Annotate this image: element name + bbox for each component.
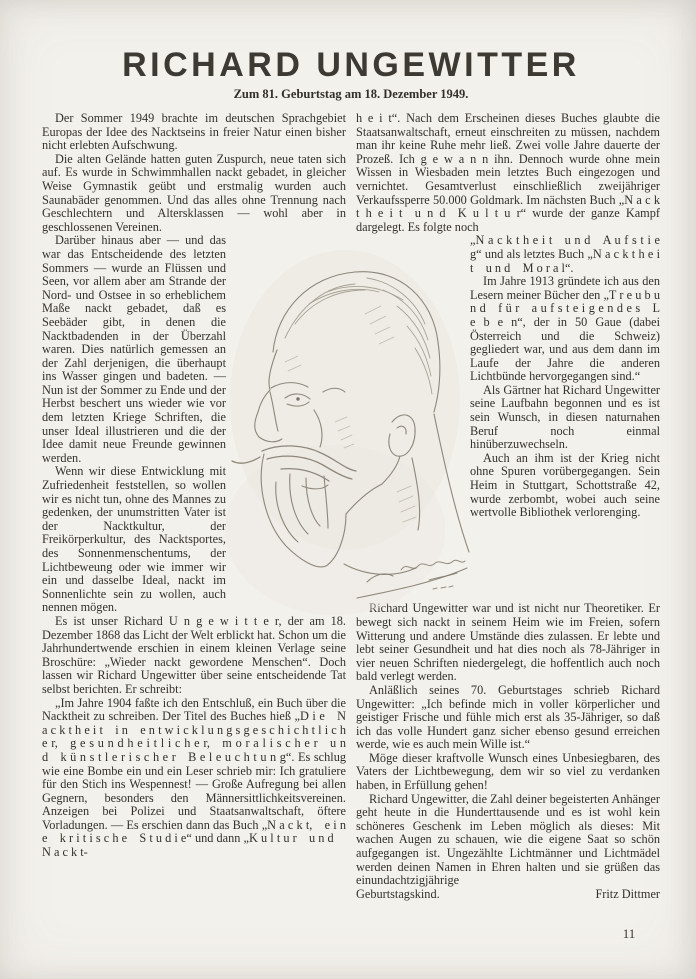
paragraph: Der Sommer 1949 brachte im deutschen Sprachgebiet Europas der Idee des Nacktseins in freier Natur einen bisher nicht erlebten Aufschwung. bbox=[42, 111, 346, 153]
page-title: RICHARD UNGEWITTER bbox=[122, 46, 580, 84]
signature-line bbox=[356, 888, 660, 902]
paragraph: Richard Ungewitter, die Zahl deiner begeisterten Anhänger geht heute in die Hunderttausende und es ist wohl kein schöneres Geschenk im Leben möglich als dieses: Mit wachen Augen zu schauen, wie die eigene Saat so schön aufgegangen ist. Ungezählte Lichtmänner und Lichtmädel werden deinen Namen in Ehren halten und sie grüßen das einundachtzigjährige bbox=[356, 791, 660, 888]
paragraph-text: Darüber hinaus aber — und das war das Entscheidende des letzten Sommers — wurde an Flüssen und Seen, vor allem aber am Strande der Nord- und Ostsee in so erheblichem Maße nackt gebadet, daß es Seebäder gibt, in denen die Nacktbadenden in der Überzahl waren. Dies natürlich gemessen an der Zahl derjenigen, die überhaupt ins Wasser gingen und badeten. — Nun ist der Sommer zu Ende und der Herbst beschert uns wieder wie vor dem letzten Kriege Schriften, die unser Ideal illustrieren und die der Idee damit neue Freunde gewinnen werden. bbox=[42, 233, 226, 465]
paragraph-text: „N a c k t h e i t u n d A u f s t i e g“ und als letztes Buch „N a c k t h e i t u n d M o r a l“. bbox=[470, 233, 660, 275]
paragraph: Auch an ihm ist der Krieg nicht ohne Spuren vorübergegangen. Sein Heim in Stuttgart, Schottstraße 42, wurde zerbombt, wobei auch seine wertvolle Bibliothek verlorenging. bbox=[470, 450, 660, 520]
page-subtitle: Zum 81. Geburtstag am 18. Dezember 1949. bbox=[233, 87, 469, 101]
paragraph: Die alten Gelände hatten guten Zuspurch, neue taten sich auf. Es wurde in Schwimmhallen nackt gebadet, in gleicher Weise Gymnastik geübt und erstmalig wurden auch Saunabäder genommen. Und das alles ohne Trennung nach Geschlechtern und Altersklassen — wohl aber in geschlossenen Vereinen. bbox=[42, 151, 346, 234]
author-name: Fritz Dittmer bbox=[595, 886, 660, 901]
pencil-portrait-drawing bbox=[215, 240, 471, 622]
closing-word: Geburtstagskind. bbox=[356, 886, 440, 901]
paragraph: Möge dieser kraftvolle Wunsch eines Unbesiegbaren, des Vaters der Lichtbewegung, dem wir so viel zu verdanken haben, in Erfüllung gehen! bbox=[356, 750, 660, 793]
paragraph: „Im Jahre 1904 faßte ich den Entschluß, ein Buch über die Nacktheit zu schreiben. Der Titel des Buches hieß „D i e N a c k t h e i t i n e n t w i c k l u n g s g e s c h i c h t l i c h e r, g e s u n d h e i t l i c h e r, m o r a l i s c h e r u n d k ü n s t l e r i s c h e r B e l e u c h t u n g“. Es schlug wie eine Bombe ein und ein Leser schrieb mir: Ich gratuliere für den Stich ins Wespennest! — Große Aufregung bei allen Gegnern, besonders den Männersittlichkeitsvereinen. Anzeigen bei Polizei und Staatsanwaltschaft, öftere Vorladungen. — Es erschien dann das Buch „N a c k t, e i n e k r i t i s c h e S t u d i e“ und dann „K u l t u r u n d N a c k t- bbox=[42, 695, 346, 860]
paragraph: h e i t“. Nach dem Erscheinen dieses Buches glaubte die Staatsanwaltschaft, erneut einschreiten zu müssen, nachdem man ihr keine Ruhe mehr ließ. Zwei volle Jahre dauerte der Prozeß. Ich g e w a n n ihn. Dennoch wurde ohne mein Wissen in Wiesbaden mein letztes Buch eingezogen und vernichtet. Gesamtverlust einschließlich zweijähriger Verkaufssperre 50.000 Goldmark. Im nächsten Buch „N a c k t h e i t u n d K u l t u r“ wurde der ganze Kampf dargelegt. Es folgte noch bbox=[356, 111, 660, 234]
paragraph: Wenn wir diese Entwicklung mit Zufriedenheit feststellen, so wollen wir es nicht tun, ohne des Mannes zu gedenken, der unumstritten Vater ist der Nacktkultur, der Freikörperkultur, des Nacktsportes, des Sonnenmenschentums, der Lichtbeweung oder wie immer wir ein und dasselbe Ideal, nackt im Sonnenlichte sein zu wollen, auch nennen mögen. bbox=[42, 464, 226, 615]
paragraph: Als Gärtner hat Richard Ungewitter seine Laufbahn begonnen und es ist sein Wunsch, in diesen naturnahen Beruf noch einmal hinüberzuwechseln. bbox=[470, 382, 660, 452]
paragraph: Im Jahre 1913 gründete ich aus den Lesern meiner Bücher den „T r e u b u n d f ü r a u f s t e i g e n d e s L e b e n“, der in 50 Gaue (dabei Österreich und die Schweiz) gegliedert war, und aus dem dann im Laufe der Jahre die anderen Lichtbünde hervorgegangen sind.“ bbox=[470, 274, 660, 384]
paragraph: Anläßlich seines 70. Geburtstages schrieb Richard Ungewitter: „Ich befinde mich in voller körperlicher und geistiger Frische und fühle mich erst als 35-Jähriger, so daß ich das volle Hundert ganz sicher ebenso gesund erreichen werde, wie es auch mein Wille ist.“ bbox=[356, 682, 660, 752]
portrait-sketch bbox=[215, 240, 471, 622]
paragraph: Es ist unser Richard U n g e w i t t e r, der am 18. Dezember 1868 das Licht der Welt erblickt hat. Schon um die Jahrhundertwende erschien in einem kleinen Verlage seine Broschüre: „Wieder nackt gewordene Menschen“. Doch lassen wir Richard Ungewitter über seine entscheidende Tat selbst berichten. Er schreibt: bbox=[42, 613, 346, 696]
page-number: 11 bbox=[622, 926, 636, 941]
paragraph: Richard Ungewitter war und ist nicht nur Theoretiker. Er bewegt sich nackt in seinem Heim wie im Freien, sofern Witterung und andere Umstände dies zulassen. Er lebte und lebt seiner Gesundheit und hat dies noch als 78-Jähriger in vier neuen Schriften niedergelegt, die hoffentlich auch noch bald verlegt werden. bbox=[356, 601, 660, 684]
